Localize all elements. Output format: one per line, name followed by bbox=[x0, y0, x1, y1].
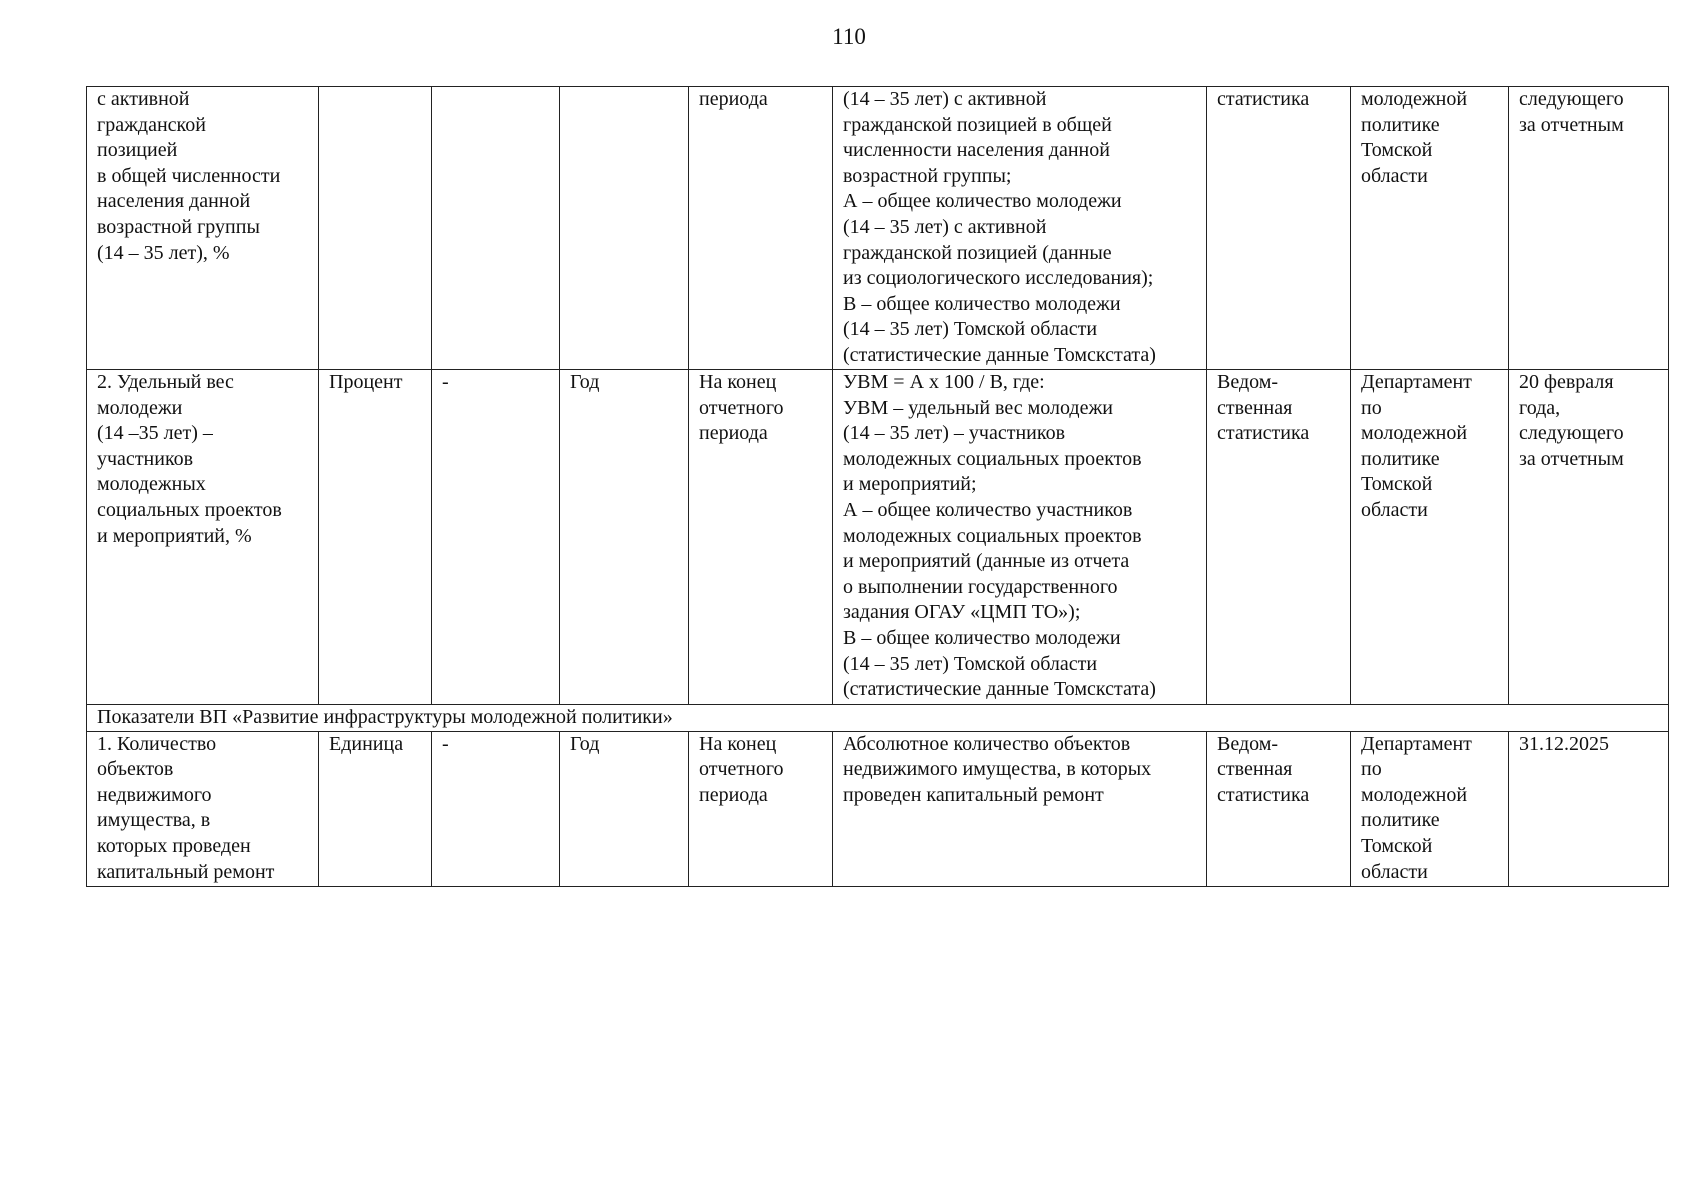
indicator-name-cell: 1. Количество объектов недвижимого имущества, в которых проведен капитальный ремонт bbox=[87, 731, 319, 886]
moment-cell: На конец отчетного периода bbox=[689, 370, 833, 705]
dash-cell bbox=[432, 87, 560, 370]
table-row bbox=[87, 370, 1669, 705]
table-row bbox=[87, 87, 1669, 370]
unit-cell: Процент bbox=[319, 370, 432, 705]
deadline-cell: 20 февраля года, следующего за отчетным bbox=[1509, 370, 1669, 705]
unit-cell bbox=[319, 87, 432, 370]
formula-cell: Абсолютное количество объектов недвижимого имущества, в которых проведен капитальный ремонт bbox=[833, 731, 1207, 886]
dash-cell: - bbox=[432, 731, 560, 886]
period-cell bbox=[560, 87, 689, 370]
deadline-cell: 31.12.2025 bbox=[1509, 731, 1669, 886]
responsible-cell: Департамент по молодежной политике Томской области bbox=[1351, 731, 1509, 886]
source-cell: статистика bbox=[1207, 87, 1351, 370]
source-cell: Ведом- ственная статистика bbox=[1207, 370, 1351, 705]
responsible-cell: Департамент по молодежной политике Томской области bbox=[1351, 370, 1509, 705]
period-cell: Год bbox=[560, 370, 689, 705]
period-cell: Год bbox=[560, 731, 689, 886]
moment-cell: периода bbox=[689, 87, 833, 370]
formula-cell: УВМ = А х 100 / В, где: УВМ – удельный вес молодежи (14 – 35 лет) – участников молодежных социальных проектов и мероприятий; А – общее количество участников молодежных социальных проектов и мероприятий (данные из отчета о выполнении государственного задания ОГАУ «ЦМП ТО»); В – общее количество молодежи (14 – 35 лет) Томской области (статистические данные Томскстата) bbox=[833, 370, 1207, 705]
source-cell: Ведом- ственная статистика bbox=[1207, 731, 1351, 886]
responsible-cell: молодежной политике Томской области bbox=[1351, 87, 1509, 370]
indicator-name-cell: с активной гражданской позицией в общей численности населения данной возрастной группы (14 – 35 лет), % bbox=[87, 87, 319, 370]
page-number: 110 bbox=[832, 24, 866, 49]
dash-cell: - bbox=[432, 370, 560, 705]
section-row bbox=[87, 705, 1669, 732]
moment-cell: На конец отчетного периода bbox=[689, 731, 833, 886]
section-heading: Показатели ВП «Развитие инфраструктуры молодежной политики» bbox=[87, 705, 1669, 732]
table-row bbox=[87, 731, 1669, 886]
indicator-name-cell: 2. Удельный вес молодежи (14 –35 лет) – участников молодежных социальных проектов и мероприятий, % bbox=[87, 370, 319, 705]
indicators-table bbox=[86, 86, 1669, 887]
formula-cell: (14 – 35 лет) с активной гражданской позицией в общей численности населения данной возрастной группы; А – общее количество молодежи (14 – 35 лет) с активной гражданской позицией (данные из социологического исследования); В – общее количество молодежи (14 – 35 лет) Томской области (статистические данные Томскстата) bbox=[833, 87, 1207, 370]
deadline-cell: следующего за отчетным bbox=[1509, 87, 1669, 370]
unit-cell: Единица bbox=[319, 731, 432, 886]
